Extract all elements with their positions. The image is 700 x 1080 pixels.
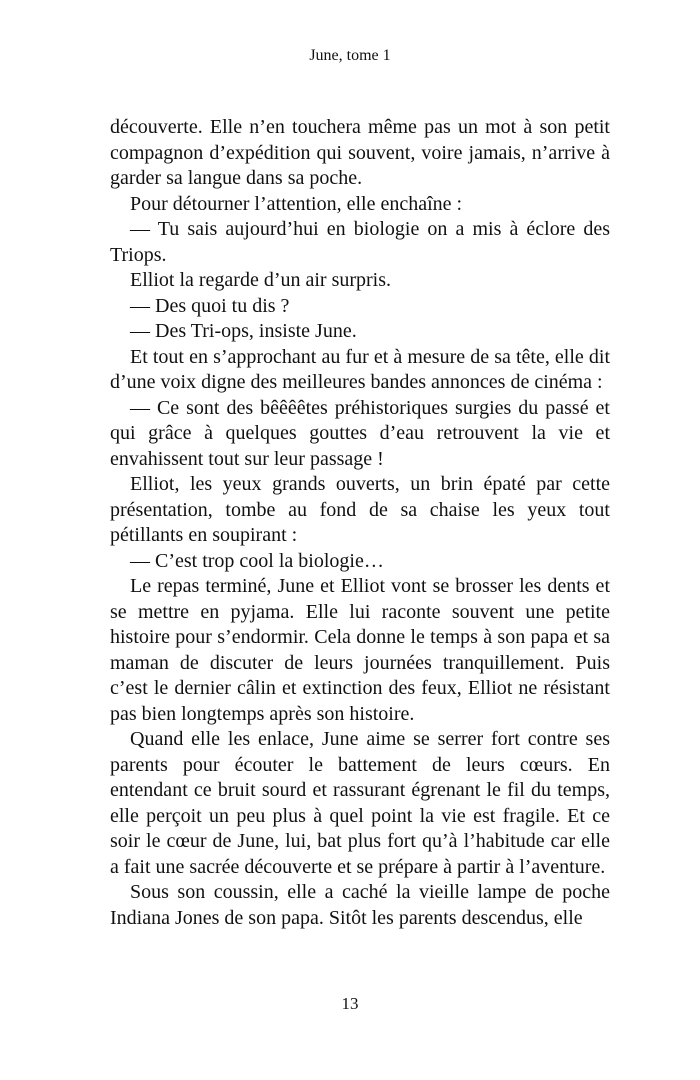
- paragraph: Sous son coussin, elle a caché la vieille lampe de poche Indiana Jones de son papa. Sitôt les parents descendus, elle: [110, 881, 610, 929]
- dialogue-line: — Ce sont des bêêêêtes préhistoriques surgies du passé et qui grâce à quelques gouttes d’eau retrouvent la vie et envahissent tout sur leur passage !: [110, 396, 610, 470]
- paragraph: Quand elle les enlace, June aime se serrer fort contre ses parents pour écouter le battement de leurs cœurs. En entendant ce bruit sourd et rassurant égrenant le fil du temps, elle perçoit un peu plus à quel point la vie est fragile. Et ce soir le cœur de June, lui, bat plus fort qu’à l’habitude car elle a fait une sacrée découverte et se prépare à partir à l’aventure.: [110, 728, 610, 878]
- paragraph: Et tout en s’approchant au fur et à mesure de sa tête, elle dit d’une voix digne des meilleures bandes annonces de cinéma :: [110, 345, 610, 393]
- running-title: June, tome 1: [309, 47, 391, 64]
- dialogue-line: — C’est trop cool la biologie…: [130, 549, 384, 572]
- paragraph: Pour détourner l’attention, elle enchaîne :: [130, 192, 463, 215]
- paragraph: découverte. Elle n’en touchera même pas un mot à son petit compagnon d’expédition qui souvent, voire jamais, n’arrive à garder sa langue dans sa poche.: [110, 116, 610, 189]
- page-number: 13: [341, 994, 359, 1013]
- dialogue-line: — Des quoi tu dis ?: [130, 294, 290, 317]
- paragraph: Elliot la regarde d’un air surpris.: [130, 269, 392, 291]
- dialogue-line: — Tu sais aujourd’hui en biologie on a mis à éclore des Triops.: [110, 218, 610, 266]
- dialogue-line: — Des Tri-ops, insiste June.: [130, 320, 357, 342]
- body-text: [110, 115, 610, 931]
- paragraph: Le repas terminé, June et Elliot vont se brosser les dents et se mettre en pyjama. Elle lui raconte souvent une petite histoire pour s’endormir. Cela donne le temps à son papa et sa maman de discuter de leurs journées tranquillement. Puis c’est le dernier câlin et extinction des feux, Elliot ne résistant pas bien longtemps après son histoire.: [110, 575, 610, 725]
- paragraph: Elliot, les yeux grands ouverts, un brin épaté par cette présentation, tombe au fond de sa chaise les yeux tout pétillants en soupirant :: [110, 473, 610, 546]
